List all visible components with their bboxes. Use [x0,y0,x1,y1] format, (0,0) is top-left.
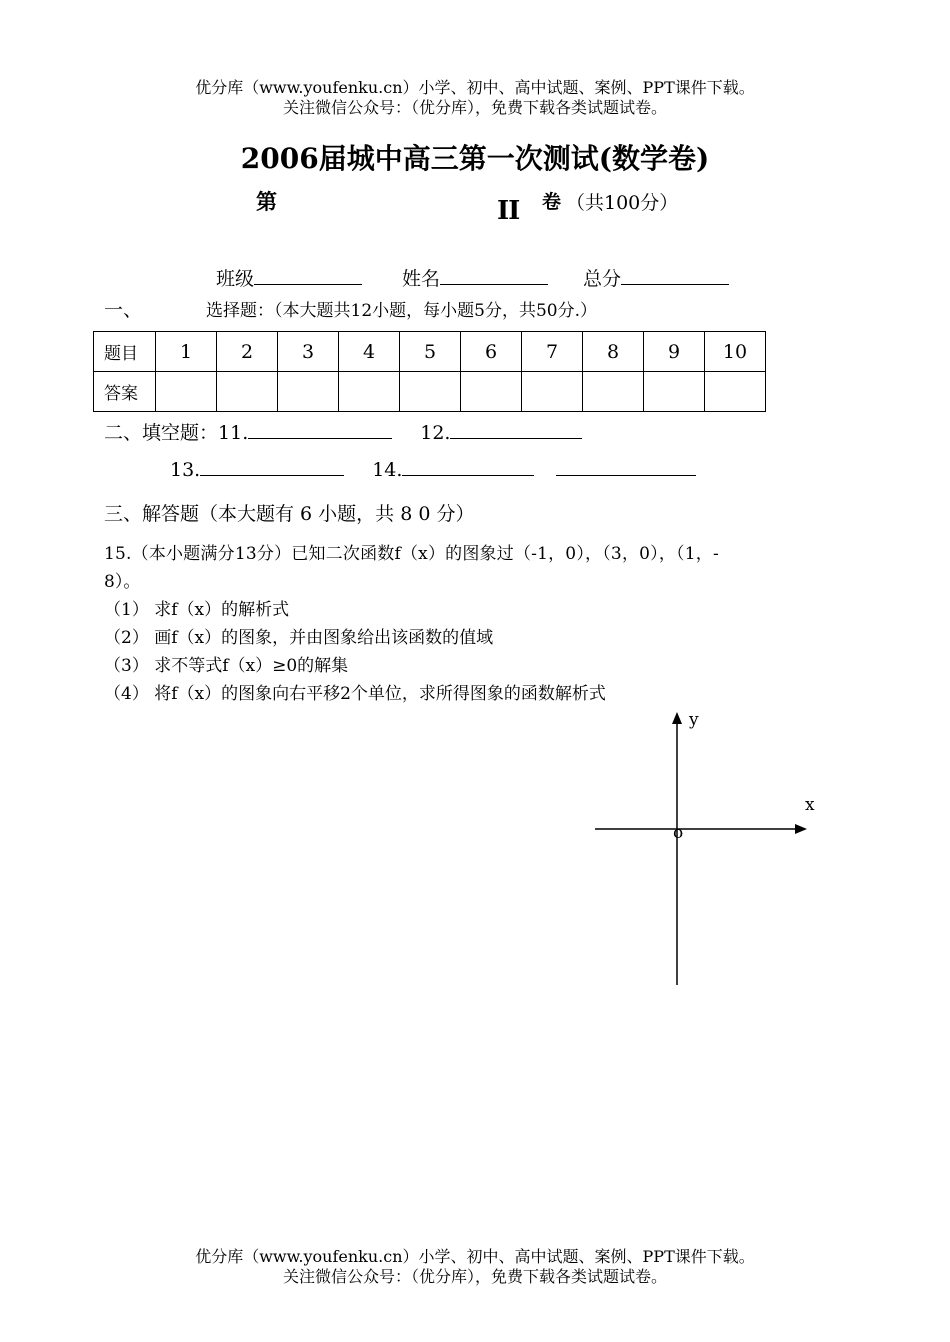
answer-cell[interactable] [705,372,766,412]
x-axis-label: x [805,795,815,815]
question-number: 7 [522,332,583,372]
question-number: 8 [583,332,644,372]
header-line-2: 关注微信公众号：（优分库），免费下载各类试题试卷。 [282,98,667,117]
header-line-1: 优分库（www.youfenku.cn）小学、初中、高中试题、案例、PPT课件下载。 [195,78,755,97]
q13-blank[interactable] [200,459,344,476]
q15-part-1: （1） 求f（x）的解析式 [104,600,290,620]
section1-heading: 选择题：（本大题共12小题，每小题5分，共50分.） [206,301,597,321]
subtitle-di: 第 [256,189,277,214]
footer-line-2: 关注微信公众号：（优分库），免费下载各类试题试卷。 [282,1267,667,1286]
name-blank[interactable] [440,268,548,285]
answer-cell[interactable] [400,372,461,412]
fill-in-row-2 [170,459,696,481]
name-label: 姓名 [402,268,441,290]
q15-part-4: （4） 将f（x）的图象向右平移2个单位，求所得图象的函数解析式 [104,684,606,704]
subtitle-juan: 卷 [542,191,562,213]
class-field [216,264,362,291]
y-axis-arrow [672,712,682,724]
subtitle-roman-numeral: II [497,196,520,226]
table-row [94,372,766,412]
q15-part-3: （3） 求不等式f（x）≥0的解集 [104,656,349,676]
question-number: 6 [461,332,522,372]
question-number: 4 [339,332,400,372]
q15-part-2: （2） 画f（x）的图象，并由图象给出该函数的值域 [104,628,494,648]
class-blank[interactable] [254,268,362,285]
answer-cell[interactable] [156,372,217,412]
row-label-answer: 答案 [94,372,156,412]
section2-heading: 二、填空题： [104,422,219,444]
page-title: 2006届城中高三第一次测试(数学卷) [240,142,710,175]
section1-number: 一、 [104,299,143,321]
q12-label: 12. [420,422,451,444]
question-number: 5 [400,332,461,372]
name-field [402,264,548,291]
total-field [583,264,729,291]
origin-label: o [673,823,684,843]
coordinate-axes [590,710,820,990]
x-axis-arrow [795,824,807,834]
question-number: 1 [156,332,217,372]
class-label: 班级 [216,268,255,290]
answer-cell[interactable] [644,372,705,412]
q11-label: 11. [218,422,249,444]
question-number: 9 [644,332,705,372]
q15-statement: 15.（本小题满分13分）已知二次函数f（x）的图象过（-1，0），（3，0），（1，- [104,544,719,564]
answer-cell[interactable] [339,372,400,412]
q12-blank[interactable] [450,422,582,439]
y-axis-label: y [689,710,699,730]
answer-cell[interactable] [583,372,644,412]
q13-label: 13. [170,459,201,481]
row-label-question: 题目 [94,332,156,372]
total-blank[interactable] [621,268,729,285]
subtitle-score: （共100分） [566,192,679,214]
answer-table [93,331,766,412]
answer-cell[interactable] [217,372,278,412]
extra-blank[interactable] [556,459,696,476]
answer-cell[interactable] [522,372,583,412]
fill-in-row-1 [104,418,582,445]
q15-statement-cont: 8）。 [104,572,141,592]
question-number: 2 [217,332,278,372]
q14-blank[interactable] [402,459,534,476]
q14-label: 14. [372,459,403,481]
total-label: 总分 [583,268,622,290]
answer-cell[interactable] [461,372,522,412]
answer-cell[interactable] [278,372,339,412]
table-row [94,332,766,372]
section3-heading: 三、解答题（本大题有 6 小题，共 8 0 分） [104,503,475,525]
question-number: 3 [278,332,339,372]
question-number: 10 [705,332,766,372]
footer-line-1: 优分库（www.youfenku.cn）小学、初中、高中试题、案例、PPT课件下载。 [195,1247,755,1266]
q11-blank[interactable] [248,422,392,439]
